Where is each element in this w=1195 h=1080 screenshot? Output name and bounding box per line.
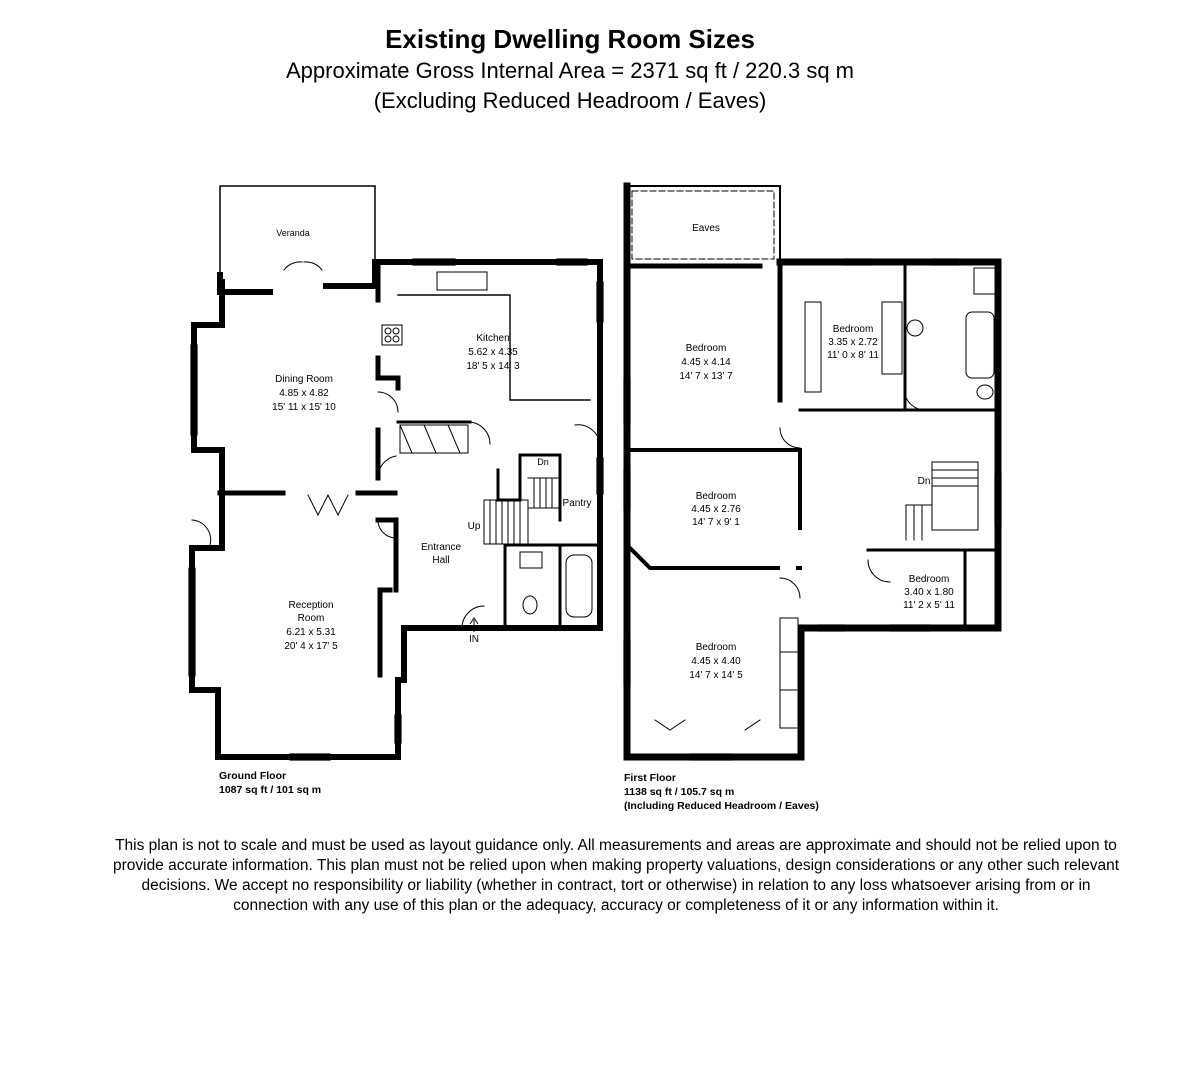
bedroom-3-name: Bedroom xyxy=(695,491,737,502)
bedroom-5-imperial: 14' 7 x 14' 5 xyxy=(689,670,743,681)
first-floor-plan xyxy=(624,186,1001,760)
entrance-hall-name-1: Entrance xyxy=(420,542,462,553)
bedroom-2-imperial: 11' 0 x 8' 11 xyxy=(827,350,879,361)
reception-room-label xyxy=(284,600,338,652)
bedroom-3-metric: 4.45 x 2.76 xyxy=(691,504,741,515)
bedroom-3-imperial: 14' 7 x 9' 1 xyxy=(692,517,740,528)
disclaimer-line-4: connection with any use of this plan or the adequacy, accuracy or completeness of it or any information within it. xyxy=(233,897,999,914)
bedroom-4-metric: 3.40 x 1.80 xyxy=(904,587,954,598)
kitchen-name: Kitchen xyxy=(476,333,510,344)
stairs-up-label: Up xyxy=(467,521,481,532)
bedroom-5-metric: 4.45 x 4.40 xyxy=(691,656,741,667)
kitchen-label xyxy=(466,333,520,372)
ground-floor-plan xyxy=(189,186,603,760)
page-title: Existing Dwelling Room Sizes xyxy=(385,24,755,54)
bedroom-4-label xyxy=(903,574,955,611)
ground-floor-area: 1087 sq ft / 101 sq m xyxy=(219,784,322,796)
headroom-note: (Excluding Reduced Headroom / Eaves) xyxy=(373,88,767,113)
bedroom-1-label xyxy=(679,343,733,382)
first-floor-stairs-down-label: Dn xyxy=(917,476,931,487)
bedroom-1-metric: 4.45 x 4.14 xyxy=(681,357,731,368)
first-floor-note: (Including Reduced Headroom / Eaves) xyxy=(624,800,819,812)
bedroom-4-imperial: 11' 2 x 5' 11 xyxy=(903,600,955,611)
bedroom-2-metric: 3.35 x 2.72 xyxy=(828,337,878,348)
stairs-down-label: Dn xyxy=(537,457,549,467)
eaves-label: Eaves xyxy=(692,223,720,234)
dining-room-metric: 4.85 x 4.82 xyxy=(279,388,329,399)
dining-room-label xyxy=(272,374,336,413)
entrance-hall-label xyxy=(421,542,461,566)
reception-name-2: Room xyxy=(297,613,325,624)
kitchen-metric: 5.62 x 4.35 xyxy=(468,347,518,358)
disclaimer-line-2: provide accurate information. This plan must not be relied upon when making property valuations, design considerations or any other such relevant xyxy=(112,857,1120,874)
ground-floor-name: Ground Floor xyxy=(219,770,287,782)
pantry-label: Pantry xyxy=(562,498,592,509)
bedroom-2-label xyxy=(827,324,879,361)
bedroom-5-label xyxy=(689,642,743,681)
entrance-hall-name-2: Hall xyxy=(432,555,450,566)
bedroom-2-name: Bedroom xyxy=(832,324,874,335)
bedroom-1-name: Bedroom xyxy=(685,343,727,354)
disclaimer-line-1: This plan is not to scale and must be used as layout guidance only. All measurements and areas are approximate and should not be relied upon to xyxy=(115,837,1117,854)
bedroom-3-label xyxy=(691,491,741,528)
reception-imperial: 20' 4 x 17' 5 xyxy=(284,641,338,652)
first-floor-area: 1138 sq ft / 105.7 sq m xyxy=(624,786,735,798)
disclaimer-line-3: decisions. We accept no responsibility or liability (whether in contract, tort or otherwise) in relation to any loss whatsoever arising from or in xyxy=(141,877,1091,894)
gross-area-line: Approximate Gross Internal Area = 2371 sq ft / 220.3 sq m xyxy=(285,58,855,83)
bedroom-4-name: Bedroom xyxy=(908,574,950,585)
dining-room-imperial: 15' 11 x 15' 10 xyxy=(272,402,336,413)
kitchen-imperial: 18' 5 x 14' 3 xyxy=(466,361,520,372)
first-floor-name: First Floor xyxy=(624,772,676,784)
entrance-in-label: IN xyxy=(469,634,479,645)
disclaimer xyxy=(80,836,1152,916)
dining-room-name: Dining Room xyxy=(275,374,333,385)
veranda-label: Veranda xyxy=(276,228,310,238)
bedroom-1-imperial: 14' 7 x 13' 7 xyxy=(679,371,733,382)
reception-metric: 6.21 x 5.31 xyxy=(286,627,336,638)
bedroom-5-name: Bedroom xyxy=(695,642,737,653)
reception-name-1: Reception xyxy=(288,600,334,611)
